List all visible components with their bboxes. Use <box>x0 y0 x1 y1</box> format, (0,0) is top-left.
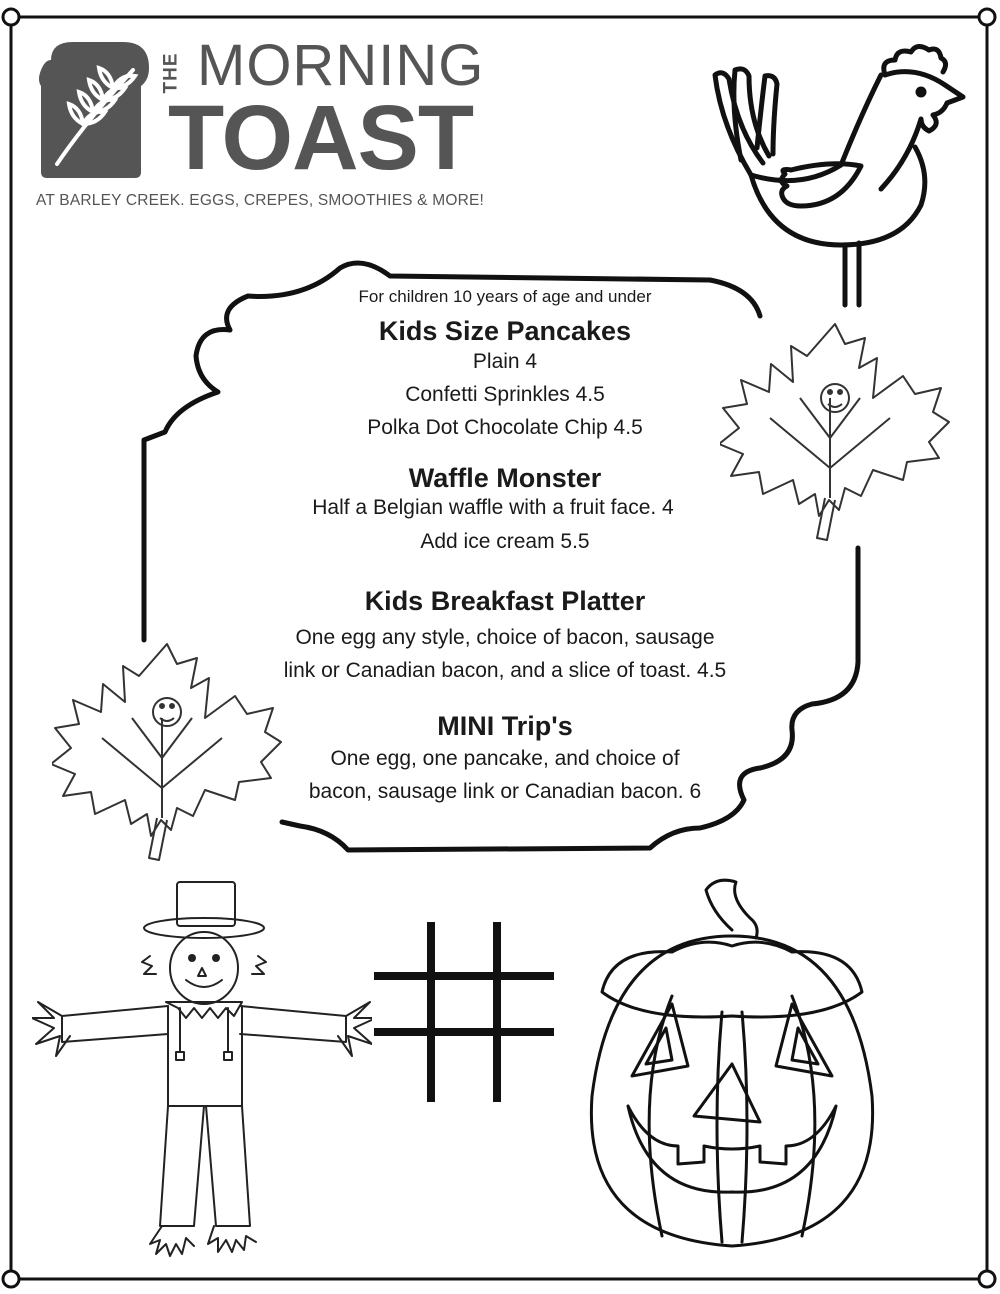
rooster-icon <box>705 40 975 320</box>
menu-line: Confetti Sprinkles 4.5 <box>405 383 605 406</box>
menu-line: Half a Belgian waffle with a fruit face. 4 <box>312 496 674 519</box>
logo-toast: TOAST <box>168 87 474 189</box>
logo-morning: MORNING <box>197 33 485 98</box>
maple-leaf-left-icon <box>52 638 282 868</box>
menu-line: Plain 4 <box>472 350 538 373</box>
menu-line: One egg, one pancake, and choice of <box>330 747 680 770</box>
menu-line: One egg any style, choice of bacon, sausage <box>295 626 715 649</box>
maple-leaf-right-icon <box>720 318 950 548</box>
menu-line: link or Canadian bacon, and a slice of toast. 4.5 <box>283 659 727 682</box>
logo-tagline: AT BARLEY CREEK. EGGS, CREPES, SMOOTHIES & MORE! <box>36 192 485 209</box>
tic-tac-toe-grid-icon <box>370 920 560 1105</box>
logo-the: THE <box>160 52 182 94</box>
menu-line: Add ice cream 5.5 <box>420 530 590 553</box>
section-title-platter: Kids Breakfast Platter <box>364 586 646 616</box>
scarecrow-icon <box>32 876 372 1261</box>
menu-line: Polka Dot Chocolate Chip 4.5 <box>367 416 643 439</box>
menu-line: bacon, sausage link or Canadian bacon. 6 <box>308 780 702 803</box>
jack-o-lantern-icon <box>582 876 882 1266</box>
section-title-mini-trips: MINI Trip's <box>437 711 573 741</box>
section-title-pancakes: Kids Size Pancakes <box>378 316 632 346</box>
menu-note: For children 10 years of age and under <box>358 287 652 306</box>
section-title-waffle: Waffle Monster <box>408 463 602 493</box>
